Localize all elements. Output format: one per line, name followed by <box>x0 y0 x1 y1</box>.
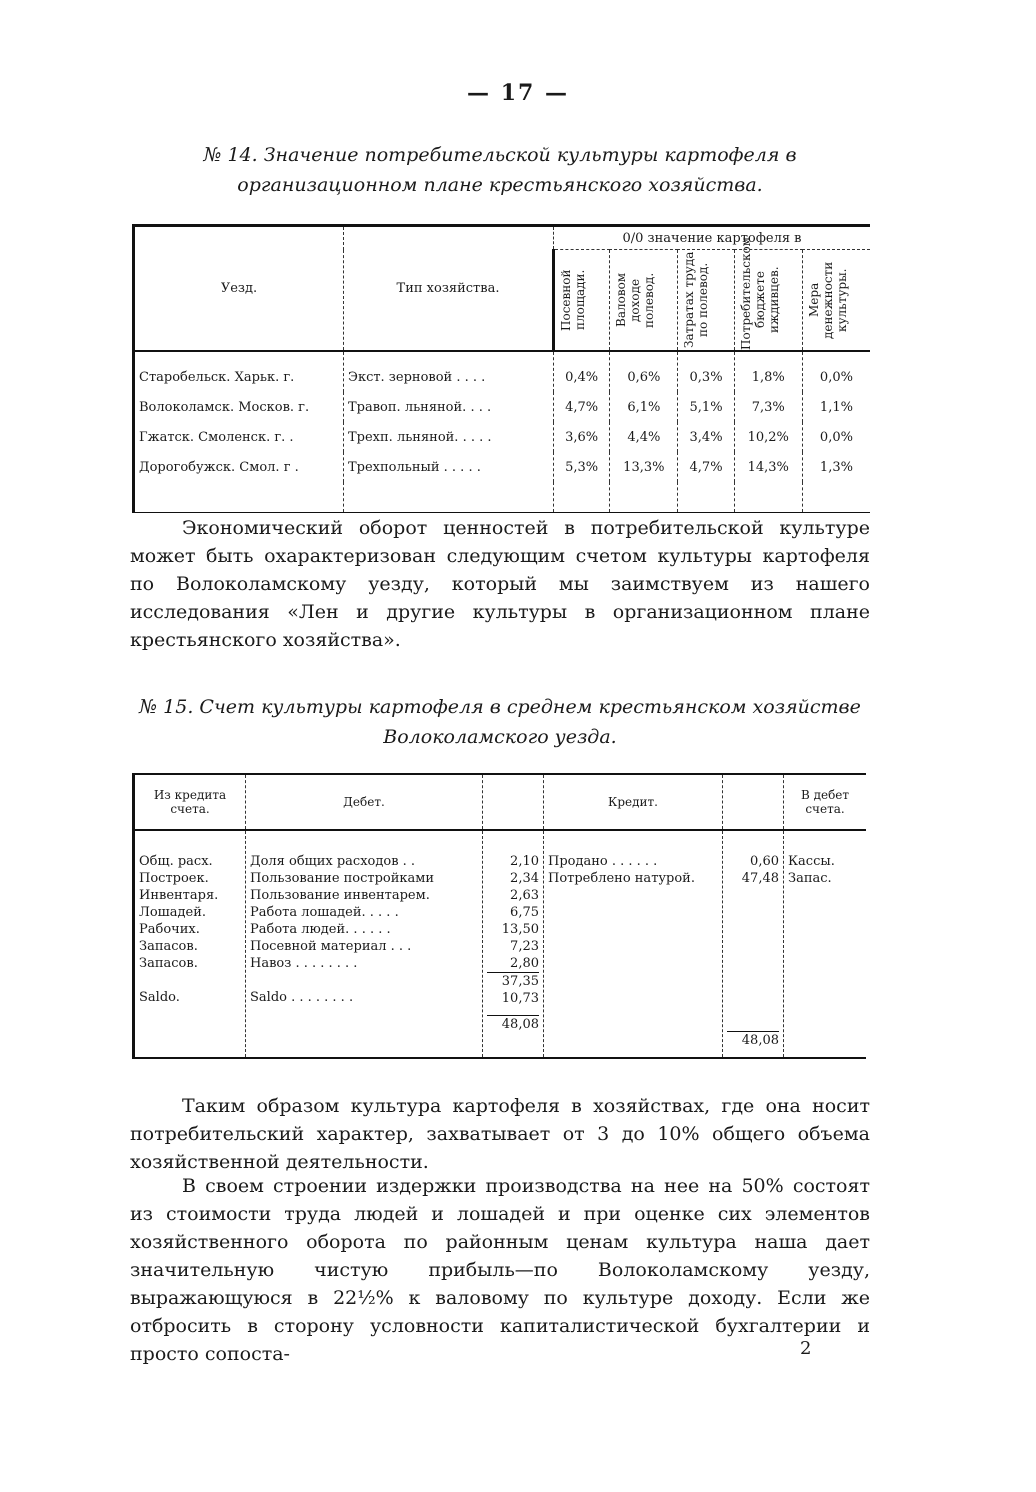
cell-money: 0,0% <box>802 351 870 392</box>
cell-type: Экст. зерновой . . . . <box>344 351 554 392</box>
list-item: Запасов. <box>139 956 198 971</box>
list-item: 2,34 <box>510 871 539 886</box>
cell-uezd: Дорогобужск. Смол. г . <box>134 452 344 482</box>
list-item: 0,60 <box>750 854 779 869</box>
to-debit-column <box>784 830 867 1058</box>
header-gross: Валовом доходе полевод. <box>614 272 657 328</box>
list-item: Запас. <box>788 871 832 886</box>
paragraph-3 <box>130 1172 870 1368</box>
cell-labor: 3,4% <box>678 422 734 452</box>
from-credit-column <box>134 830 246 1058</box>
list-item: 13,50 <box>501 922 539 937</box>
cell-labor: 4,7% <box>678 452 734 482</box>
list-item: Saldo . . . . . . . . <box>250 990 354 1005</box>
cell-sown: 0,4% <box>554 351 610 392</box>
list-item: Рабочих. <box>139 922 200 937</box>
list-item: Работа лошадей. . . . . <box>250 905 399 920</box>
signature-mark: 2 <box>800 1338 812 1359</box>
list-item: 2,10 <box>510 854 539 869</box>
list-item: Кассы. <box>788 854 835 869</box>
list-item: Посевной материал . . . <box>250 939 412 954</box>
list-item: 37,35 <box>487 972 539 990</box>
header-labor: Затратах труда по полевод. <box>682 251 711 349</box>
cell-gross: 4,4% <box>610 422 678 452</box>
list-item <box>250 972 478 989</box>
cell-type: Травоп. льняной. . . . <box>344 392 554 422</box>
list-item: Пользование постройками <box>250 871 435 886</box>
list-item: 6,75 <box>510 905 539 920</box>
cell-budget: 14,3% <box>734 452 802 482</box>
cell-money: 1,3% <box>802 452 870 482</box>
paragraph-2-text: Таким образом культура картофеля в хозяйствах, где она носит потребительский характер, захватывает от 3 до 10% общего объема хозяйственной деятельности. <box>130 1095 870 1173</box>
header-sown: Посевной площади. <box>559 269 587 331</box>
cell-budget: 1,8% <box>734 351 802 392</box>
credit-total: 48,08 <box>727 1031 779 1049</box>
list-item: 10,73 <box>501 991 539 1006</box>
list-item: Продано . . . . . . <box>548 854 658 869</box>
table-row <box>134 392 871 422</box>
debit-total: 48,08 <box>487 1015 539 1033</box>
table-15-caption <box>130 692 870 752</box>
cell-budget: 10,2% <box>734 422 802 452</box>
paragraph-3-text: В своем строении издержки производства на нее на 50% состоят из стоимости труда людей и лошадей и при оценке сих элементов хозяйственного оборота по районным ценам культура наша дает значительную чистую прибыль—по Волоколамскому уезду, выражающуюся в 22½% к валовому по культуре доходу. Если же отбросить в сторону условности капиталистической бухгалтерии и просто сопоста- <box>130 1175 870 1365</box>
table-15-caption-line-2: Волоколамского уезда. <box>383 726 617 748</box>
list-item: Доля общих расходов . . <box>250 854 416 869</box>
cell-gross: 6,1% <box>610 392 678 422</box>
cell-gross: 13,3% <box>610 452 678 482</box>
list-item: Навоз . . . . . . . . <box>250 956 358 971</box>
paragraph-2 <box>130 1092 870 1176</box>
table-row <box>134 351 871 392</box>
header-group: 0/0 значение картофеля в <box>554 226 871 250</box>
header-from-credit: Из кредита счета. <box>134 774 246 830</box>
list-item: 47,48 <box>741 871 779 886</box>
list-item: Работа людей. . . . . . <box>250 922 391 937</box>
credit-amounts-column <box>723 830 784 1058</box>
list-item: 2,80 <box>510 956 539 971</box>
cell-labor: 5,1% <box>678 392 734 422</box>
list-item: Построек. <box>139 871 209 886</box>
cell-uezd: Гжатск. Смоленск. г. . <box>134 422 344 452</box>
debit-amounts-column <box>483 830 544 1058</box>
list-item: Пользование инвентарем. <box>250 888 430 903</box>
cell-type: Трехп. льняной. . . . . <box>344 422 554 452</box>
list-item: 7,23 <box>510 939 539 954</box>
list-item: Saldo. <box>139 990 180 1005</box>
header-to-debit: В дебет счета. <box>784 774 867 830</box>
table-14-caption: № 14. Значение потребительской культуры картофеля в организационном плане крестьянского хозяйства. <box>203 144 797 196</box>
cell-uezd: Старобельск. Харьк. г. <box>134 351 344 392</box>
page-number: — 17 — <box>467 80 569 106</box>
cell-money: 0,0% <box>802 422 870 452</box>
table-15 <box>132 773 866 1059</box>
table-15-caption-line-1: № 15. Счет культуры картофеля в среднем крестьянском хозяйстве <box>139 696 861 718</box>
credit-items-column <box>544 830 723 1058</box>
header-debit: Дебет. <box>246 774 483 830</box>
list-item: Лошадей. <box>139 905 207 920</box>
cell-gross: 0,6% <box>610 351 678 392</box>
header-uezd: Уезд. <box>134 226 344 352</box>
debit-items-column <box>246 830 483 1058</box>
list-item <box>139 972 241 989</box>
paragraph-1-text: Экономический оборот ценностей в потребительской культуре может быть охарактеризован следующим счетом культуры картофеля по Волоколамскому уезду, который мы заимствуем из нашего исследования «Лен и другие культуры в организационном плане крестьянского хозяйства». <box>130 517 870 651</box>
list-item: Общ. расх. <box>139 854 213 869</box>
cell-sown: 5,3% <box>554 452 610 482</box>
table-row <box>134 452 871 482</box>
cell-uezd: Волоколамск. Москов. г. <box>134 392 344 422</box>
table-row <box>134 422 871 452</box>
list-item: Запасов. <box>139 939 198 954</box>
header-credit: Кредит. <box>544 774 723 830</box>
cell-sown: 3,6% <box>554 422 610 452</box>
cell-type: Трехпольный . . . . . <box>344 452 554 482</box>
cell-budget: 7,3% <box>734 392 802 422</box>
list-item: Потреблено натурой. <box>548 871 695 886</box>
cell-money: 1,1% <box>802 392 870 422</box>
header-money: Мера денежности культуры. <box>806 261 849 339</box>
cell-sown: 4,7% <box>554 392 610 422</box>
cell-labor: 0,3% <box>678 351 734 392</box>
list-item: Инвентаря. <box>139 888 219 903</box>
table-14 <box>132 224 870 513</box>
paragraph-1 <box>130 514 870 654</box>
header-type: Тип хозяйства. <box>344 226 554 352</box>
list-item: 2,63 <box>510 888 539 903</box>
header-budget: Потребительском бюджете иждивцев. <box>738 236 781 350</box>
